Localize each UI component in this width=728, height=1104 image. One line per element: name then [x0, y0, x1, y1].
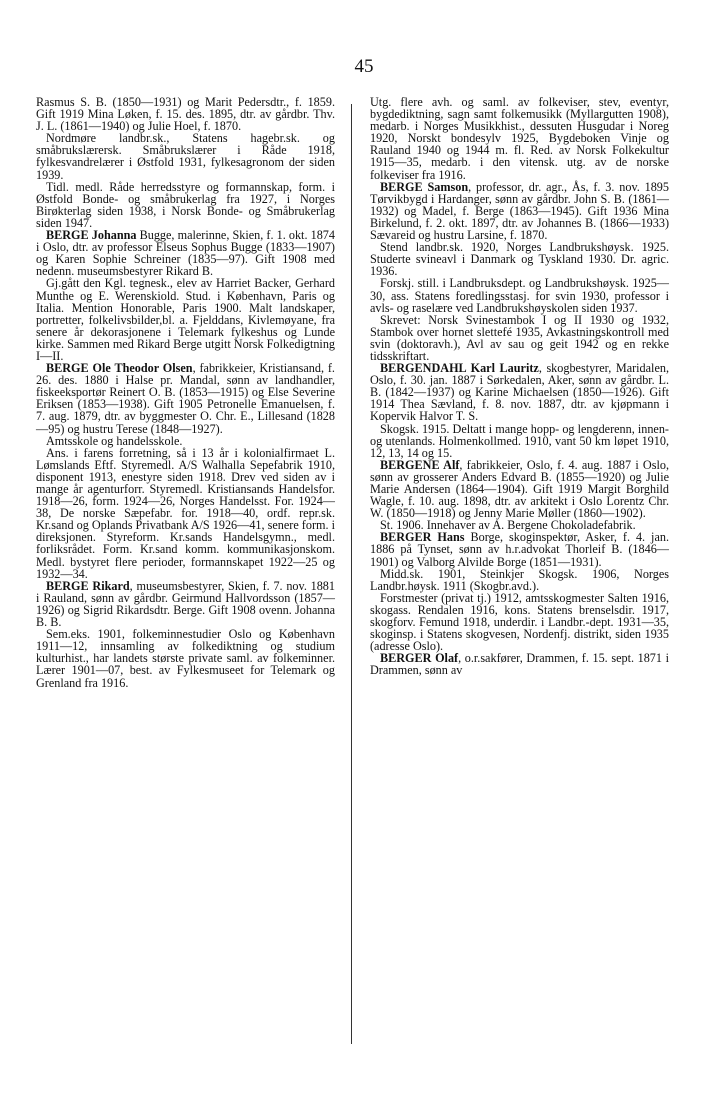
- entry-text: , o.r.sakfører, Drammen, f. 15. sept. 1871 i Drammen, sønn av: [370, 651, 669, 678]
- entry-paragraph: [370, 96, 669, 181]
- entry-paragraph: [36, 277, 335, 362]
- entry-text: Gj.gått den Kgl. tegnesk., elev av Harriet Backer, Gerhard Munthe og E. Werenskiold. Stud. i København, Paris og Italia. Mention Honorable, Paris 1900. Malt landskaper, portretter, folkelivsbilder,bl. a. Fjelddans, Kivlemøyane, fra senere år dekorasjonene i Telemark fylkeshus og Lunde kirke. Sammen med Rikard Berge utgitt Norsk Folkedigtning I—II.: [36, 276, 336, 363]
- entry-text: Nordmøre landbr.sk., Statens hagebr.sk. og småbrukslærersk. Småbrukslærer i Råde 1918, fylkesvandrelærer i Østfold 1931, fylkesagronom der siden 1939.: [36, 131, 335, 182]
- entry-paragraph: [36, 132, 335, 180]
- entry-text: Utg. flere avh. og saml. av folkeviser, stev, eventyr, bygdediktning, sagn samt folkemusikk (Myllargutten 1908), medarb. i Norges Musikkhist., dessuten Husgudar i Noreg 1920, Norskt bondesylv 1925, Bygdeboken Vinje og Rauland 1940 og 1944 m. fl. Red. av Norsk Folkekultur 1915—35, medarb. i den vitensk. utg. av de norske folkeviser fra 1916.: [370, 95, 669, 182]
- entry-text: , museumsbestyrer, Skien, f. 7. nov. 1881 i Rauland, sønn av gårdbr. Geirmund Hallvordsson (1857—1926) og Sigrid Rikardsdtr. Berge. Gift 1908 ovenn. Johanna B. B.: [36, 578, 335, 630]
- entry-text: Rasmus S. B. (1850—1931) og Marit Pedersdtr., f. 1859. Gift 1919 Mina Løken, f. 15. des. 1895, dtr. av gårdbr. Thv. J. L. (1861—1940) og Julie Hoel, f. 1870.: [36, 95, 335, 134]
- biography-entry: [370, 652, 669, 676]
- entry-text: , fabrikkeier, Kristiansand, f. 26. des. 1880 i Halse pr. Mandal, sønn av landhandler, fiskeeksportør Reinert O. B. (1853—1915) og Else Severine Eriksen (1853—1938). Gift 1905 Petronelle Emanuelsen, f. 7. aug. 1879, dtr. av byggmester O. Chr. E., Lillesand (1828—95) og hustru Terese (1848—1927).: [36, 361, 335, 436]
- entry-text: , skogbestyrer, Maridalen, Oslo, f. 30. jan. 1887 i Sørkedalen, Aker, sønn av gårdbr. L. B. (1842—1937) og Karine Michaelsen (1850—1926). Gift 1914 Thea Sævland, f. 8. nov. 1887, dtr. av kjøpmann i Kopervik Halvor T. S.: [370, 361, 669, 424]
- biography-entry: [370, 459, 669, 519]
- entry-headword: BERGE Samson: [380, 179, 469, 194]
- entry-paragraph: [370, 314, 669, 362]
- biography-entry: [370, 362, 669, 422]
- entry-paragraph: [370, 592, 669, 652]
- biography-entry: [36, 362, 335, 435]
- entry-paragraph: [36, 628, 335, 688]
- column-divider: [351, 104, 352, 1044]
- entry-headword: BERGE Rikard: [46, 578, 130, 593]
- biography-entry: [370, 181, 669, 241]
- entry-text: Skrevet: Norsk Svinestambok I og II 1930 og 1932, Stambok over hornet slettefé 1935, Avkastningskontroll med svin (doktoravh.), Avl av sau og geit 1942 og en rekke tidsskriftart.: [370, 312, 669, 363]
- page-number: 45: [354, 56, 374, 77]
- entry-headword: BERGENDAHL Karl Lauritz: [380, 361, 539, 376]
- entry-text: Sem.eks. 1901, folkeminnestudier Oslo og København 1911—12, innsamling av folkediktning og studium kulturhist., har landets største private saml. av folkeminner. Lærer 1901—07, best. av Fylkesmuseet for Telemark og Grenland fra 1916.: [36, 627, 335, 690]
- entry-text: Tidl. medl. Råde herredsstyre og formannskap, form. i Østfold Bonde- og småbrukerlag fra 1927, i Norges Birøkterlag siden 1938, i Norsk Bonde- og Småbrukerlag siden 1947.: [36, 179, 335, 230]
- left-column: [36, 96, 335, 689]
- entry-headword: BERGE Ole Theodor Olsen: [46, 361, 193, 376]
- right-column: [370, 96, 669, 677]
- entry-paragraph: [36, 447, 335, 580]
- entry-paragraph: [370, 241, 669, 277]
- biography-entry: [370, 531, 669, 567]
- entry-text: Forskj. still. i Landbruksdept. og Landbrukshøysk. 1925—30, ass. Statens foredlingsstasj. for svin 1930, professor i avls- og raselære ved Landbrukshøyskolen siden 1937.: [370, 276, 669, 315]
- entry-text: Borge, skoginspektør, Asker, f. 4. jan. 1886 på Tynset, sønn av h.r.advokat Thorleif B. (1846—1901) og Valborg Alvilde Borge (1851—1931).: [370, 530, 669, 569]
- entry-paragraph: [370, 277, 669, 313]
- entry-text: Skogsk. 1915. Deltatt i mange hopp- og lengderenn, innen- og utenlands. Holmenkollmed. 1910, vant 50 km løpet 1910, 12, 13, 14 og 15.: [370, 421, 669, 460]
- entry-paragraph: [370, 568, 669, 592]
- entry-headword: BERGENE Alf: [380, 457, 460, 472]
- entry-text: , professor, dr. agr., Ås, f. 3. nov. 1895 Tørvikbygd i Hardanger, sønn av gårdbr. John S. B. (1861—1932) og Madel, f. Berge (1863—1945). Gift 1936 Mina Birkelund, f. 2. okt. 1897, dtr. av Johannes B. (1866—1933) Sævareid og hustru Larsine, f. 1870.: [370, 179, 669, 243]
- entry-text: St. 1906. Innehaver av A. Bergene Chokoladefabrik.: [380, 518, 636, 533]
- entry-paragraph: [36, 181, 335, 229]
- entry-text: Bugge, malerinne, Skien, f. 1. okt. 1874 i Oslo, dtr. av professor Elseus Sophus Bugge (1833—1907) og Karen Sophie Schreiner (1835—97). Gift 1908 med nedenn. museumsbestyrer Rikard B.: [36, 228, 335, 279]
- entry-text: Midd.sk. 1901, Steinkjer Skogsk. 1906, Norges Landbr.høysk. 1911 (Skogbr.avd.).: [370, 566, 669, 593]
- entry-text: Amtsskole og handelsskole.: [46, 433, 183, 448]
- entry-text: , fabrikkeier, Oslo, f. 4. aug. 1887 i Oslo, sønn av grosserer Anders Edvard B. (1855—1920) og Julie Marie Andersen (1864—1904). Gift 1919 Margit Borghild Wagle, f. 10. aug. 1898, dtr. av arkitekt i Oslo Lorentz Chr. W. (1850—1918) og Jenny Marie Møller (1860—1902).: [370, 457, 669, 521]
- entry-headword: BERGE Johanna: [46, 228, 137, 243]
- entry-paragraph: [36, 96, 335, 132]
- entry-text: Forstmester (privat tj.) 1912, amtsskogmester Salten 1916, skogass. Rendalen 1916, kons. Statens brenselsdir. 1917, skogforv. Femund 1918, underdir. i Landbr.-dept. 1931—35, skoginsp. i Statens skogvesen, Nordenfj. distrikt, siden 1935 (adresse Oslo).: [370, 590, 669, 654]
- entry-paragraph: [370, 423, 669, 459]
- entry-headword: BERGER Olaf: [380, 651, 459, 666]
- entry-text: Stend landbr.sk. 1920, Norges Landbrukshøysk. 1925. Studerte svineavl i Danmark og Tyskland 1930. Dr. agric. 1936.: [370, 240, 669, 279]
- biography-entry: [36, 580, 335, 628]
- biography-entry: [36, 229, 335, 277]
- entry-headword: BERGER Hans: [380, 530, 465, 545]
- entry-text: Ans. i farens forretning, så i 13 år i kolonialfirmaet L. Lømslands Eftf. Styremedl. A/S Walhalla Sepefabrik 1910, disponent 1913, enestyre siden 1918. Drev ved siden av i mange år agenturforr. Styremedl. Kristiansands Handelsfor. 1918—26, form. 1924—26, Norges Handelsst. For. 1924—38, De norske Sæpefabr. for. 1918—40, ordf. repr.sk. Kr.sand og Oplands Privatbank A/S 1926—41, senere form. i direksjonen. Styreform. Kr.sands Handelsgymn., medl. forliksrådet. Form. Kr.sand komm. kommunikasjonskom. Medl. bystyret flere perioder, formannskapet 1922—25 og 1932—34.: [36, 445, 335, 581]
